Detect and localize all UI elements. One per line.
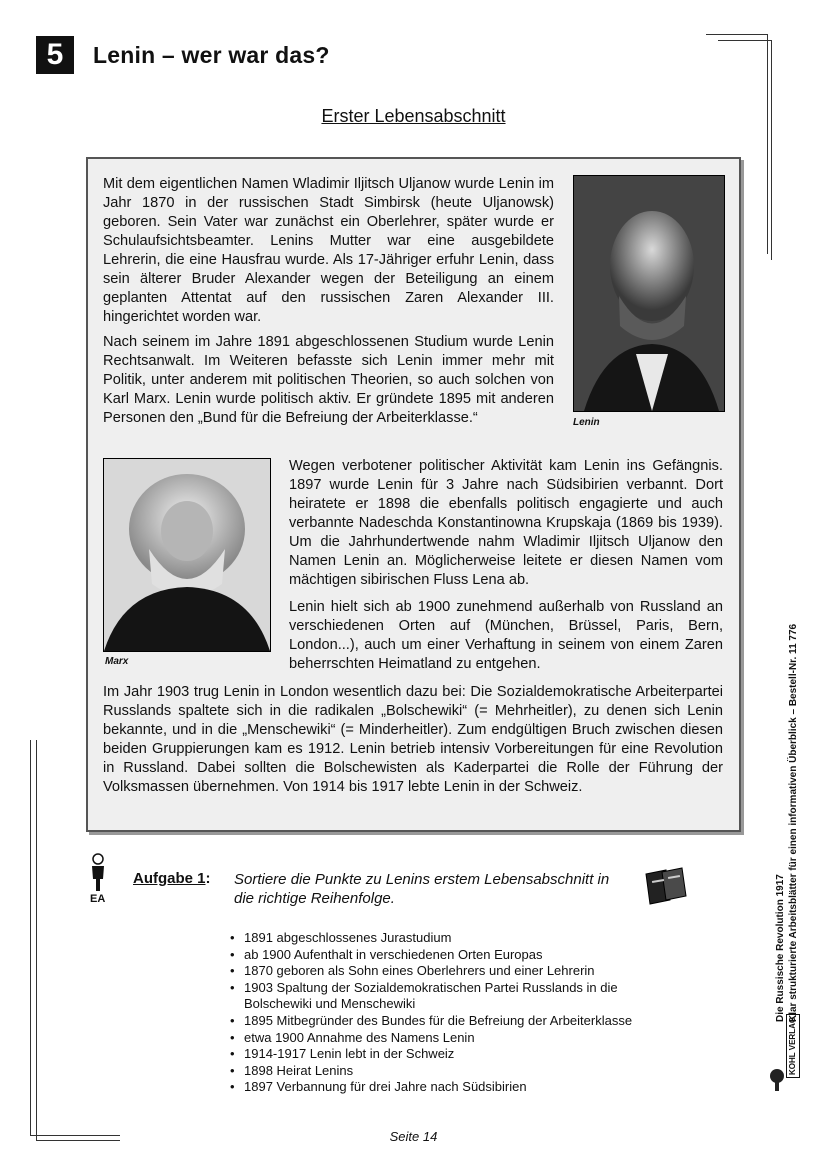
task-heading [133,870,211,888]
bio-paragraph-1: Mit dem eigentlichen Namen Wladimir Iljitsch Uljanow wurde Lenin im Jahr 1870 in der russischen Stadt Simbirsk (heute Uljanowsk) geboren. Sein Vater war zunächst ein Oberlehrer, später wurde er Schulaufsichtsbeamter. Lenins Mutter war eine ausgebildete Lehrerin, die eine Hausfrau wurde. Als 17-Jähriger erfuhr Lenin, dass sein älterer Bruder Alexander wegen der Beteiligung an einem geplanten Attentat auf den russischen Zaren Alexander III. hingerichtet worden war. [103,176,554,325]
work-mode-label: EA [90,893,106,905]
books-icon [644,866,688,906]
person-icon [89,853,107,893]
task-item-list [230,930,670,1096]
list-item: • 1895 Mitbegründer des Bundes für die Befreiung der Arbeiterklasse [230,1013,670,1030]
sidebar-series-title: Die Russische Revolution 1917 [775,874,786,1022]
list-item: • 1870 geboren als Sohn eines Oberlehrers und einer Lehrerin [230,963,670,980]
publisher-logo-icon [768,1068,786,1092]
list-item: • 1891 abgeschlossenes Jurastudium [230,930,670,947]
sidebar-series-subtitle: Klar strukturierte Arbeitsblätter für einen informativen Überblick – Bestell-Nr. 11 776 [788,623,799,1022]
corner-line-top-v2 [771,40,772,260]
chapter-number: 5 [36,36,74,74]
task-colon: : [205,870,211,887]
bio-paragraph-2: Nach seinem im Jahre 1891 abgeschlossenen Studium wurde Lenin Rechtsanwalt. Im Weiteren befasste sich Lenin immer mehr mit Politik, unter anderem mit politischen Theorien, so auch solchen von Karl Marx. Lenin wurde politisch aktiv. Er gründete 1895 mit anderen Personen den „Bund für die Befreiung der Arbeiterklasse.“ [103,334,554,426]
corner-line-top-h [706,34,768,35]
lenin-portrait-image [573,175,725,412]
marx-portrait-image [103,458,271,652]
lenin-caption: Lenin [573,417,600,428]
list-item: • 1898 Heirat Lenins [230,1063,670,1080]
page-number: Seite 14 [389,1129,438,1144]
bio-paragraph-5: Im Jahr 1903 trug Lenin in London wesentlich dazu bei: Die Sozialdemokratische Arbeiterpartei Russlands spaltete sich in die radikalen „Bolschewiki“ (= Mehrheitler), zu denen sich Lenin bekannte, und in die „Menschewiki“ (= Minderheitler). Zum endgültigen Bruch zwischen diesen beiden Gruppierungen kam es 1912. Lenin betrieb intensiv Vorbereitungen für eine Revolution in Russland. Dabei sollten die Bolschewisten als Kaderpartei die Rolle der Führung der Volksmassen übernehmen. Von 1914 bis 1917 lebte Lenin in der Schweiz. [103,684,723,795]
corner-line-bottom-v [30,740,31,1135]
corner-line-bottom-v2 [36,740,37,1140]
list-item: • etwa 1900 Annahme des Namens Lenin [230,1030,670,1047]
publisher-logo-text: KOHL VERLAG [786,1014,800,1078]
marx-caption: Marx [105,656,129,667]
section-title: Erster Lebensabschnitt [321,106,506,126]
task-instruction: Sortiere die Punkte zu Lenins erstem Lebensabschnitt in die richtige Reihenfolge. [234,871,610,907]
task-label: Aufgabe 1 [133,870,206,887]
list-item: • 1897 Verbannung für drei Jahre nach Südsibirien [230,1079,670,1096]
list-item: • 1903 Spaltung der Sozialdemokratischen Partei Russlands in die Bolschewiki und Menschewiki [230,980,670,1013]
page-title: Lenin – wer war das? [93,42,330,68]
corner-line-top-v [767,34,768,254]
list-item: • ab 1900 Aufenthalt in verschiedenen Orten Europas [230,947,670,964]
bio-paragraph-3: Wegen verbotener politischer Aktivität kam Lenin ins Gefängnis. 1897 wurde Lenin für 3 Jahre nach Südsibirien verbannt. Dort heiratete er 1898 die ebenfalls politisch engagierte und auch verbannte Nadeschda Konstantinowna Krupskaja (1869 bis 1939). Um die Jahrhundertwende nahm Wladimir Iljitsch Uljanow den Namen Lenin an. Möglicherweise leitete er diesen Namen vom mächtigen sibirischen Fluss Lena ab. [289,458,723,588]
bio-paragraph-4: Lenin hielt sich ab 1900 zunehmend außerhalb von Russland an verschiedenen Orten auf (München, Brüssel, Paris, Bern, London...), auch um einer Verhaftung in seinem von einem Zaren beherrschten Heimatland zu entgehen. [289,599,723,672]
corner-line-top-h2 [718,40,772,41]
list-item: • 1914-1917 Lenin lebt in der Schweiz [230,1046,670,1063]
